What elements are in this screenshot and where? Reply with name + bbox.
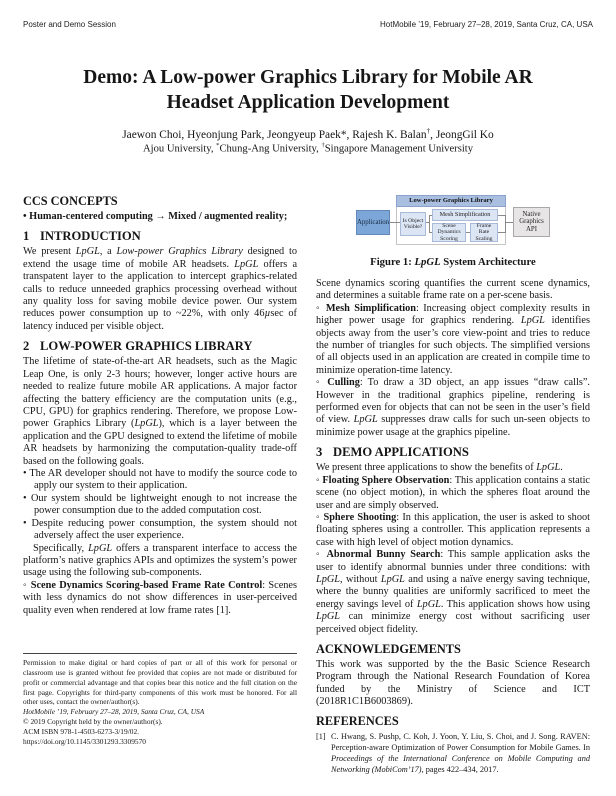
reference-number: [1] <box>316 732 326 742</box>
reference-text: C. Hwang, S. Pushp, C. Koh, J. Yoon, Y. Liu, S. Choi, and J. Song. RAVEN: Perception-aware Optimization of Power Consumption for Mobile Games. In Proceedings of the International Conference on Mobile Computing and Networking (MobiCom’17), pages 422–434, 2017. <box>331 732 590 774</box>
culling-paragraph: ◦ Culling: To draw a 3D object, an app issues “draw calls”. However in the traditional graphics pipeline, rendering is performed even for objects that can not be seen in the user’s field of view. LpGL suppresses draw calls for such un-seen objects to minimize power usage at the graphics pipeline. <box>316 377 590 438</box>
demo-apps-intro: We present three applications to show the benefits of LpGL. <box>316 462 563 474</box>
footnote-copyright: © 2019 Copyright held by the owner/author(s). <box>23 717 163 727</box>
section-title: LOW-POWER GRAPHICS LIBRARY <box>40 339 253 354</box>
footnote-venue: HotMobile ’19, February 27–28, 2019, Santa Cruz, CA, USA <box>23 707 205 717</box>
copyright-footnote <box>23 653 297 747</box>
library-header: Low-power Graphics Library <box>396 195 506 207</box>
frame-rate-control-paragraph: ◦ Scene Dynamics Scoring-based Frame Rate Control: Scenes with less dynamics do not show differences in user-perceived quality even when rendered at low frame rates [1]. <box>23 579 297 616</box>
sphere-shooting-paragraph: ◦ Sphere Shooting: In this application, the user is asked to shoot floating spheres using a controller. This application represents a case with high level of object motion dynamics. <box>316 511 590 548</box>
connector-line <box>498 232 505 233</box>
running-head-venue: HotMobile ’19, February 27–28, 2019, Santa Cruz, CA, USA <box>380 20 593 29</box>
abnormal-bunny-paragraph: ◦ Abnormal Bunny Search: This sample application asks the user to identify abnormal bunnies under three conditions: with LpGL, without LpGL and using a naïve energy saving technique, where the bunny qualities are uniformly sacrificed to meet the energy savings level of LpGL. This application shows how using LpGL can minimize energy cost without sacrificing user perceived object fidelity. <box>316 549 591 635</box>
goal-item: • Despite reducing power consumption, the system should not adversely affect the user experience. <box>23 517 297 542</box>
paper-title: Demo: A Low-power Graphics Library for Mobile AR Headset Application Development <box>83 67 533 114</box>
running-head <box>23 20 593 29</box>
ccs-concepts-text: • Human-centered computing → Mixed / augmented reality; <box>23 210 288 222</box>
connector-line <box>429 215 432 216</box>
connector-line <box>390 222 400 223</box>
section-2-heading <box>23 339 297 354</box>
application-box: Application <box>356 210 390 235</box>
section-number: 1 <box>23 229 30 244</box>
goal-item: • The AR developer should not have to modify the source code to apply our system to their application. <box>23 468 297 492</box>
native-graphics-api-box: Native Graphics API <box>513 207 550 237</box>
is-object-visible-box: Is Object Visible? <box>400 212 426 236</box>
floating-sphere-paragraph: ◦ Floating Sphere Observation: This application contains a static scene (no object motion), in which the spheres float around the user and are simply observed. <box>316 474 590 511</box>
connector-line <box>429 232 432 233</box>
frame-rate-scaling-box: Frame Rate Scaling <box>470 223 498 242</box>
connector-line <box>505 215 506 233</box>
authors-line: Jaewon Choi, Hyeonjung Park, Jeongyeup Paek*, Rajesh K. Balan†, JeongGil Ko <box>122 126 494 141</box>
acknowledgements-heading: ACKNOWLEDGEMENTS <box>316 642 461 657</box>
affiliations-line: Ajou University, *Chung-Ang University, †Singapore Management University <box>142 142 474 156</box>
connector-line <box>429 215 430 232</box>
figure-1 <box>316 194 590 269</box>
ccs-concepts-heading: CCS CONCEPTS <box>23 194 118 209</box>
mesh-simplification-box: Mesh Simplification <box>432 209 498 221</box>
section-title: INTRODUCTION <box>40 229 141 244</box>
references-heading: REFERENCES <box>316 714 399 729</box>
subcomponents-paragraph: Specifically, LpGL offers a transparent interface to access the platform’s native graphics APIs and optimizes the system’s power usage using the following sub-components. <box>23 542 297 579</box>
section-1-heading <box>23 229 297 244</box>
section-number: 3 <box>316 445 323 460</box>
scene-dynamics-paragraph: Scene dynamics scoring quantifies the current scene dynamics, and determines a suitable frame rate on a per-scene basis. <box>316 277 590 302</box>
footnote-isbn: ACM ISBN 978-1-4503-6273-3/19/02. <box>23 726 139 736</box>
introduction-paragraph: We present LpGL, a Low-power Graphics Library designed to extend the usage time of mobile AR headsets. LpGL offers a transpatent layer to the application to intercept graphics-related calls to reduce unneeded graphics processing overhead without any quality loss for saving mobile device power. Our system reduces power consumption up to ~22%, with only 46µsec of latency induced per visible object. <box>23 246 298 332</box>
mesh-simplification-paragraph: ◦ Mesh Simplification: Increasing object complexity results in higher power usage for graphics rendering. LpGL identifies objects away from the user’s core view-point and tries to reduce the number of triangles for such objects. The simplified versions of all objects used in an application are created in compile time to minimize operation-time latency. <box>316 302 590 376</box>
acknowledgements-paragraph: This work was supported by the the Basic Science Research Program through the National Research Foundation of Korea funded by the Ministry of Science and ICT (2018R1C1B6003869). <box>316 658 590 708</box>
figure-1-caption: Figure 1: LpGL System Architecture <box>370 256 536 269</box>
section-number: 2 <box>23 339 30 354</box>
section-3-heading <box>316 445 590 460</box>
connector-line <box>498 215 505 216</box>
section-title: DEMO APPLICATIONS <box>333 445 469 460</box>
right-column <box>316 194 590 775</box>
running-head-session: Poster and Demo Session <box>23 20 116 29</box>
doi-link[interactable]: https://doi.org/10.1145/3301293.3309570 <box>23 736 146 746</box>
section-2-paragraph: The lifetime of state-of-the-art AR headsets, such as the Magic Leap One, is only 2-3 hours; however, longer active hours are needed to realize future mobile AR applications. A major factor affecting the battery efficiency are the computation units (e.g., CPU, GPU) for graphics rendering. Therefore, we propose Low-power Graphics Library (LpGL), which is a layer between the application and the GPU designed to extend the lifetime of mobile AR headsets by harmonizing the computation-quality trade-off based on the following goals. <box>23 356 297 467</box>
scene-dynamics-scoring-box: Scene Dynamics Scoring <box>432 223 466 242</box>
connector-line <box>505 222 513 223</box>
reference-item <box>316 732 590 775</box>
system-architecture-diagram <box>353 194 553 247</box>
connector-line <box>466 232 470 233</box>
permission-text: Permission to make digital or hard copies of part or all of this work for personal or classroom use is granted without fee provided that copies are not made or distributed for profit or commercial advantage and that copies bear this notice and the full citation on the first page. Copyrights for third-party components of this work must be honored. For all other uses, contact the owner/author(s). <box>23 658 297 707</box>
goal-item: • Our system should be lightweight enough to not increase the power consumption due to the added computation cost. <box>23 492 297 517</box>
